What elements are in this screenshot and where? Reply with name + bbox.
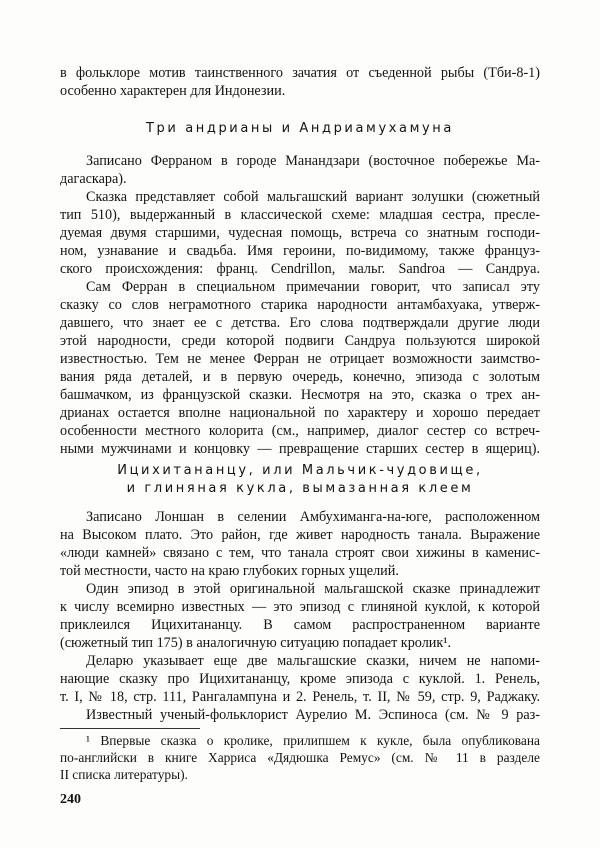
text-line: дагаскара). [60, 171, 127, 187]
text-line: приклеился Ицихитананцу. В самом распространенном варианте [60, 617, 540, 633]
intro-line: в фольклоре мотив таинственного зачатия от съеденной рыбы (Tби-8-1) [60, 65, 540, 81]
text-line: Один эпизод в этой оригинальной мальгашской сказке принадлежит [86, 581, 540, 597]
text-line: башмачком, из французской сказки. Несмотря на это, сказка о трех ан- [60, 387, 540, 403]
text-line: (сюжетный тип 175) в аналогичную ситуацию попадает кролик¹. [60, 635, 452, 651]
footnote-line: по-английски в книге Харриса «Дядюшка Ремус» (см. № 11 в разделе [60, 750, 540, 765]
text-line: ном, узнавание и свадьба. Имя героини, по-видимому, также француз- [60, 243, 540, 259]
text-line: Известный ученый-фольклорист Аурелио М. Эспиноса (см. № 9 раз- [86, 707, 540, 723]
text-line: дуемая двумя старшими, чудесная помощь, встреча со знатным господи- [60, 225, 540, 241]
text-line: вания ряда деталей, и в первую очередь, конечно, эпизода с золотым [60, 369, 540, 385]
text-line: тип 510), выдержанный в классической схеме: младшая сестра, пресле- [60, 207, 540, 223]
text-line: известностью. Тем не менее Ферран не отрицает возможности заимство- [60, 351, 540, 367]
footnote-divider [60, 728, 200, 729]
text-line: Записано Лоншан в селении Амбухиманга-на-юге, расположенном [86, 509, 540, 525]
text-line: ными мужчинами и концовку — превращение старших сестер в ящериц). [60, 441, 540, 457]
footnote-line: II списка литературы). [60, 767, 188, 782]
text-line: «люди камней» связано с тем, что танала строят свои хижины в каменис- [60, 545, 540, 561]
text-line: ского происхождения: франц. Cendrillon, мальг. Sandroa — Сандруа. [60, 261, 540, 277]
text-line: Сказка представляет собой мальгашский вариант золушки (сюжетный [86, 189, 540, 205]
text-line: Сам Ферран в специальном примечании говорит, что записал эту [86, 279, 540, 295]
section-heading: Ицихитананцу, или Мальчик-чудовище, [117, 463, 483, 478]
text-line: к числу всемирно известных — это эпизод с глиняной куклой, к которой [60, 599, 540, 615]
page-number: 240 [60, 792, 81, 807]
text-line: сказку со слов неграмотного старика народности антамбахуака, утверж- [60, 297, 540, 313]
text-line: Деларю указывает еще две мальгашские сказки, ничем не напоми- [86, 653, 540, 669]
text-line: Записано Ферраном в городе Манандзари (восточное побережье Ма- [86, 153, 540, 169]
text-line: давшего, что знает ее с детства. Его слова подтверждали другие люди [60, 315, 540, 331]
text-line: особенности местного колорита (см., например, диалог сестер со встреч- [60, 423, 540, 439]
footnote-line: ¹ Впервые сказка о кролике, прилипшем к кукле, была опубликована [86, 733, 540, 748]
section-heading: и глиняная кукла, вымазанная клеем [126, 481, 474, 496]
text-line: той местности, часто на краю глубоких горных ущелий. [60, 563, 399, 579]
intro-line: особенно характерен для Индонезии. [60, 83, 286, 99]
text-line: этой народности, среди которой подвиги Сандруа пользуются широкой [60, 333, 540, 349]
text-line: нающие сказку про Ицихитананцу, кроме эпизода с куклой. 1. Ренель, [60, 671, 540, 687]
text-line: т. I, № 18, стр. 111, Рангалампуна и 2. Ренель, т. II, № 59, стр. 9, Раджаку. [60, 689, 540, 705]
text-line: на Высоком плато. Это район, где живет народность танала. Выражение [60, 527, 540, 543]
text-line: дрианах остается вполне национальной по характеру и хорошо передает [60, 405, 540, 421]
section-heading: Три андрианы и Андриамухамуна [146, 121, 454, 136]
